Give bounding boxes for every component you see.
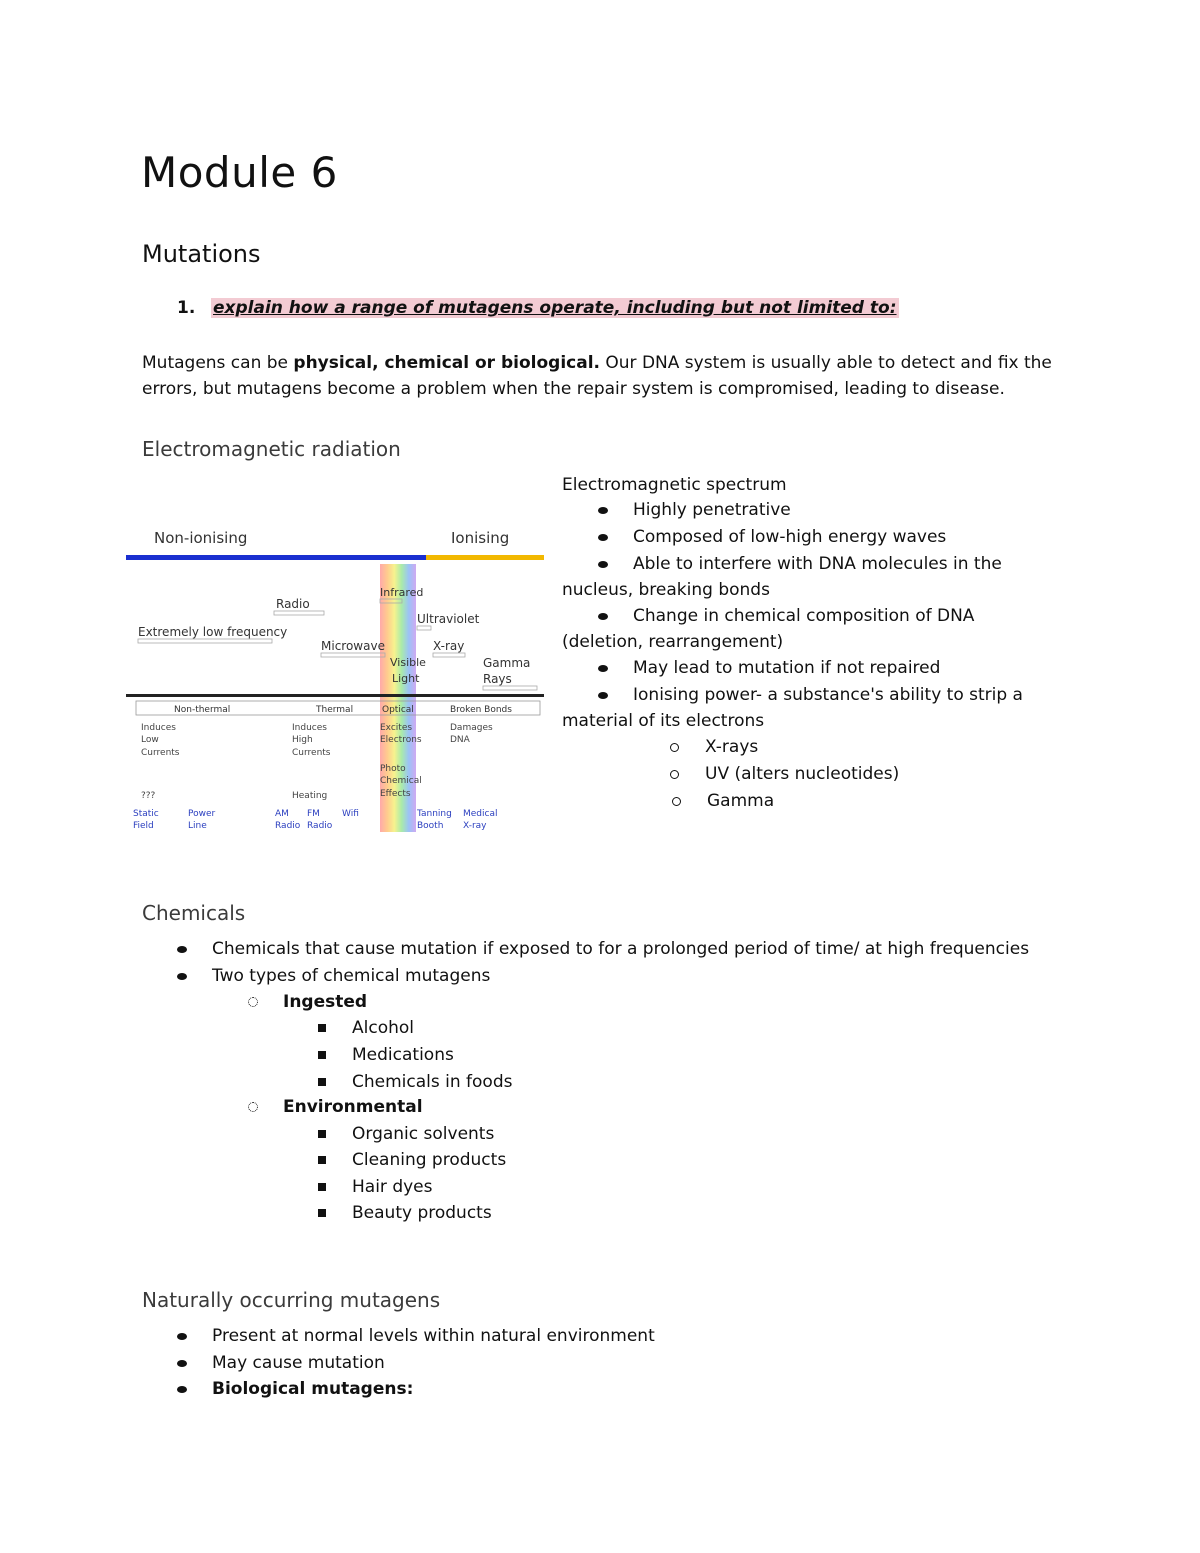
note-effects: Effects [380, 789, 411, 799]
ex-power: Power [188, 809, 216, 819]
square-bullet-icon [318, 1024, 326, 1032]
effect-broken-bonds: Broken Bonds [450, 705, 512, 715]
band-light: Light [392, 672, 420, 685]
circle-bullet-icon [670, 743, 679, 752]
square-bullet-icon [318, 1130, 326, 1138]
label-non-ionising: Non-ionising [154, 529, 248, 547]
note-dna: DNA [450, 735, 470, 745]
note-currents-2: Currents [292, 748, 331, 758]
square-bullet-icon [318, 1078, 326, 1086]
em-sub-bullet-1: X-rays [670, 737, 758, 757]
natural-bullet-3: Biological mutagens: [177, 1379, 413, 1399]
ex-xray: X-ray [463, 821, 487, 831]
intro-paragraph [142, 350, 1052, 402]
effect-nonthermal: Non-thermal [174, 705, 231, 715]
natural-bullet-1: Present at normal levels within natural environment [177, 1326, 655, 1346]
non-ionising-bar [126, 555, 426, 560]
square-bullet-icon [318, 1051, 326, 1059]
bullet-icon [177, 973, 187, 980]
ex-medical: Medical [463, 809, 498, 819]
effect-thermal: Thermal [316, 705, 354, 715]
note-damages: Damages [450, 723, 493, 733]
band-radio: Radio [276, 597, 310, 611]
circle-bullet-icon [670, 770, 679, 779]
note-electrons: Electrons [380, 735, 422, 745]
bullet-icon [177, 1386, 187, 1393]
bullet-icon [177, 1333, 187, 1340]
divider-line [126, 694, 544, 697]
note-heating: Heating [292, 791, 328, 801]
note-excites: Excites [380, 723, 413, 733]
em-sub-bullet-2: UV (alters nucleotides) [670, 764, 899, 784]
band-xray: X-ray [433, 639, 465, 653]
effect-optical: Optical [382, 705, 414, 715]
chem-env-item-2: Cleaning products [318, 1150, 506, 1170]
square-bullet-icon [318, 1183, 326, 1191]
chem-ingested-item-1: Alcohol [318, 1018, 414, 1038]
em-bullet-4: Change in chemical composition of DNA [598, 606, 974, 626]
objective [177, 298, 899, 318]
bullet-icon [598, 692, 608, 699]
intro-line-2: errors, but mutagens become a problem when the repair system is compromised, leading to disease. [142, 379, 1005, 399]
section-subtitle: Mutations [142, 240, 261, 268]
band-microwave: Microwave [321, 639, 385, 653]
note-chemical: Chemical [380, 776, 422, 786]
band-gamma: Gamma [483, 656, 531, 670]
natural-bullet-2: May cause mutation [177, 1353, 385, 1373]
chem-env-item-4: Beauty products [318, 1203, 492, 1223]
band-rays: Rays [483, 672, 512, 686]
objective-number: 1. [177, 298, 196, 318]
square-bullet-icon [318, 1156, 326, 1164]
band-elf: Extremely low frequency [138, 625, 288, 639]
ex-booth: Booth [417, 821, 444, 831]
bullet-icon [598, 561, 608, 568]
em-spectrum-title: Electromagnetic spectrum [562, 475, 787, 495]
em-bullet-1: Highly penetrative [598, 500, 791, 520]
ex-field: Field [133, 821, 154, 831]
circle-bullet-icon [672, 797, 681, 806]
note-currents-1: Currents [141, 748, 180, 758]
em-bullet-3: Able to interfere with DNA molecules in the [598, 554, 1002, 574]
note-induces-2: Induces [292, 723, 327, 733]
note-low: Low [141, 735, 159, 745]
ionising-bar [426, 555, 544, 560]
em-bullet-4-cont: (deletion, rearrangement) [562, 632, 784, 652]
note-qqq: ??? [141, 791, 156, 801]
chem-ingested-item-2: Medications [318, 1045, 454, 1065]
page-title: Module 6 [141, 148, 338, 197]
chem-environmental: Environmental [248, 1097, 423, 1117]
natural-heading: Naturally occurring mutagens [142, 1288, 441, 1312]
em-sub-bullet-3: Gamma [672, 791, 774, 811]
em-bullet-2: Composed of low-high energy waves [598, 527, 946, 547]
dotted-bullet-icon [248, 1102, 258, 1112]
chem-ingested-item-3: Chemicals in foods [318, 1072, 512, 1092]
ex-wifi: Wifi [342, 809, 359, 819]
em-bullet-6: Ionising power- a substance's ability to strip a [598, 685, 1023, 705]
chemicals-heading: Chemicals [142, 901, 246, 925]
label-ionising: Ionising [451, 529, 510, 547]
objective-text: explain how a range of mutagens operate, including but not limited to: [213, 298, 897, 318]
ex-fm: FM [307, 809, 320, 819]
band-ultraviolet: Ultraviolet [417, 612, 480, 626]
em-spectrum-figure [124, 522, 546, 834]
em-heading: Electromagnetic radiation [142, 437, 401, 461]
bullet-icon [598, 613, 608, 620]
ex-am-radio: Radio [275, 821, 301, 831]
bullet-icon [177, 1360, 187, 1367]
band-infrared: Infrared [380, 586, 424, 599]
square-bullet-icon [318, 1209, 326, 1217]
ex-am: AM [275, 809, 289, 819]
bullet-icon [598, 534, 608, 541]
em-bullet-3-cont: nucleus, breaking bonds [562, 580, 770, 600]
bullet-icon [598, 665, 608, 672]
note-high: High [292, 735, 313, 745]
ex-static: Static [133, 809, 159, 819]
dotted-bullet-icon [248, 997, 258, 1007]
note-induces-1: Induces [141, 723, 176, 733]
bullet-icon [598, 507, 608, 514]
bullet-icon [177, 946, 187, 953]
ex-line: Line [188, 821, 207, 831]
ex-fm-radio: Radio [307, 821, 333, 831]
em-bullet-5: May lead to mutation if not repaired [598, 658, 940, 678]
chem-env-item-1: Organic solvents [318, 1124, 494, 1144]
band-visible: Visible [390, 656, 426, 669]
intro-line-1: Mutagens can be physical, chemical or biological. Our DNA system is usually able to detect and fix the [142, 353, 1052, 373]
chem-bullet-2: Two types of chemical mutagens [177, 966, 490, 986]
em-bullet-6-cont: material of its electrons [562, 711, 765, 731]
chem-bullet-1: Chemicals that cause mutation if exposed to for a prolonged period of time/ at high frequencies [177, 939, 1029, 959]
note-photo: Photo [380, 764, 406, 774]
ex-tanning: Tanning [417, 809, 452, 819]
chem-ingested: Ingested [248, 992, 367, 1012]
chem-env-item-3: Hair dyes [318, 1177, 432, 1197]
